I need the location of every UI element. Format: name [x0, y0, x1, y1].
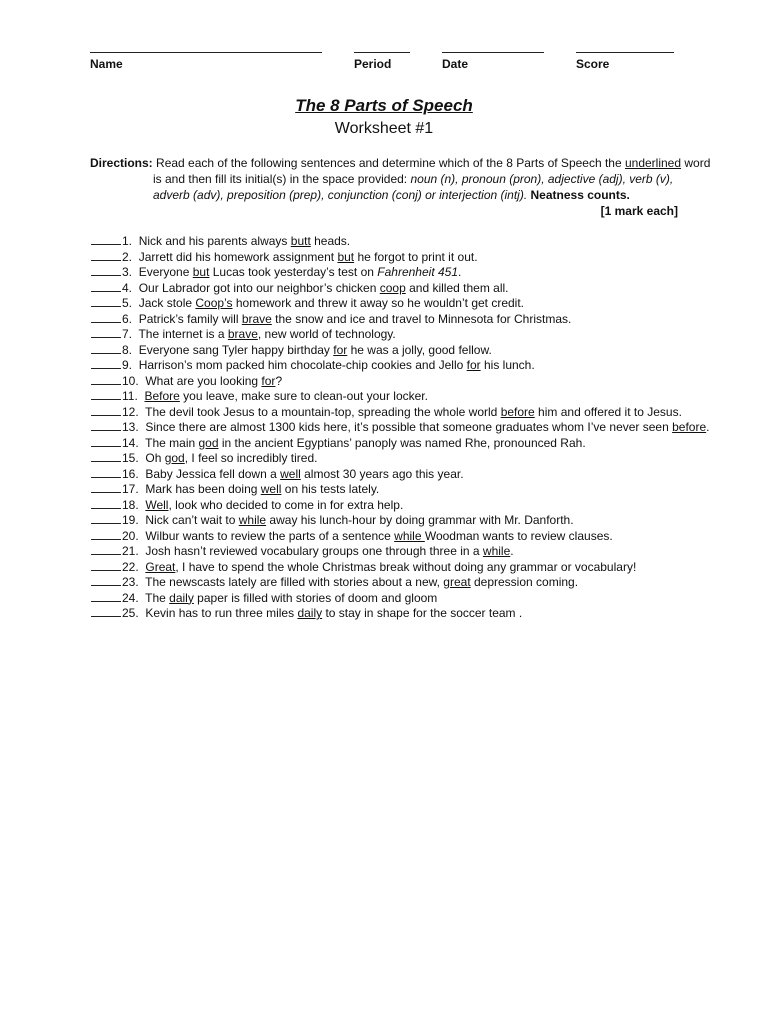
question-text: Nick can’t wait to	[145, 513, 239, 527]
question-text: Patrick’s family will	[138, 311, 242, 326]
question-number: 18.	[122, 497, 139, 512]
answer-blank[interactable]	[91, 405, 121, 416]
underlined-word: Before	[144, 389, 180, 403]
question-text: Kevin has to run three miles	[145, 606, 298, 620]
question-text: , I feel so incredibly tired.	[184, 451, 318, 465]
date-label: Date	[442, 57, 469, 71]
question-text: paper is filled with stories of doom and gloom	[193, 590, 438, 605]
period-label: Period	[354, 57, 392, 71]
underlined-word: god	[164, 451, 185, 465]
question-text: Harrison’s mom packed him chocolate-chip cookies and Jello	[138, 358, 467, 372]
directions-line-2	[90, 171, 680, 187]
underlined-word: well	[260, 482, 282, 496]
underlined-word: before	[672, 420, 707, 434]
question-number: 2.	[122, 249, 133, 264]
underlined-word: for	[261, 373, 276, 388]
answer-blank[interactable]	[91, 591, 121, 602]
worksheet-subtitle: Worksheet #1	[334, 120, 434, 137]
question-text: Mark has been doing	[145, 482, 261, 496]
answer-blank[interactable]	[91, 451, 121, 462]
question-item	[91, 234, 691, 250]
question-item	[91, 451, 691, 467]
question-item	[91, 389, 691, 405]
answer-blank[interactable]	[91, 482, 121, 493]
question-text: .	[706, 420, 710, 434]
question-item	[91, 544, 691, 560]
directions-underlined: underlined	[624, 156, 682, 170]
question-text: .	[510, 544, 514, 558]
answer-blank[interactable]	[91, 575, 121, 586]
underlined-word: but	[337, 249, 355, 264]
question-item	[91, 560, 691, 576]
spacer	[132, 265, 139, 279]
question-item	[91, 436, 691, 452]
question-text: to stay in shape for the soccer team .	[322, 606, 523, 620]
question-number: 17.	[122, 482, 139, 496]
question-text: and killed them all.	[405, 280, 509, 295]
question-item	[91, 606, 691, 622]
question-number: 3.	[122, 265, 133, 279]
answer-blank[interactable]	[91, 389, 121, 400]
question-text: him and offered it to Jesus.	[534, 404, 682, 419]
question-item	[91, 250, 691, 266]
question-text: he was a jolly, good fellow.	[347, 342, 492, 357]
question-item	[91, 374, 691, 390]
answer-blank[interactable]	[91, 296, 121, 307]
underlined-word: coop	[379, 280, 406, 295]
question-number: 22.	[122, 559, 139, 574]
question-text: Since there are almost 1300 kids here, it’s possible that someone graduates whom I’ve never seen	[145, 420, 673, 434]
question-number: 16.	[122, 466, 139, 481]
underlined-word: while	[482, 544, 511, 558]
question-number: 9.	[122, 358, 133, 372]
underlined-word: Great	[145, 559, 176, 574]
worksheet-title: The 8 Parts of Speech	[295, 96, 473, 115]
underlined-word: daily	[169, 590, 194, 605]
directions-label: Directions:	[90, 156, 153, 170]
question-text: depression coming.	[470, 575, 579, 589]
spacer	[132, 358, 139, 372]
underlined-word: for	[466, 358, 481, 372]
answer-blank[interactable]	[91, 265, 121, 276]
answer-blank[interactable]	[91, 436, 121, 447]
answer-blank[interactable]	[91, 312, 121, 323]
question-text: the snow and ice and travel to Minnesota for Christmas.	[271, 311, 572, 326]
underlined-word: before	[500, 404, 535, 419]
underlined-word: but	[192, 265, 210, 279]
question-text: on his tests lately.	[281, 482, 380, 496]
directions-line-3	[90, 187, 680, 203]
question-text: his lunch.	[480, 358, 535, 372]
question-item	[91, 265, 691, 281]
question-text: The internet is a	[138, 327, 228, 341]
question-text: Our Labrador got into our neighbor’s chicken	[138, 280, 380, 295]
question-list	[91, 234, 710, 622]
question-text: What are you looking	[145, 373, 262, 388]
directions-categories: adverb (adv), preposition (prep), conjunction (conj) or interjection (intj).	[153, 188, 528, 202]
spacer	[132, 343, 139, 357]
question-text: , look who decided to come in for extra help.	[168, 497, 404, 512]
question-text: .	[458, 265, 462, 279]
underlined-word: god	[198, 435, 219, 450]
spacer	[132, 312, 139, 326]
question-number: 19.	[122, 513, 139, 527]
answer-blank[interactable]	[91, 234, 121, 245]
question-number: 13.	[122, 420, 139, 434]
question-text: he forgot to print it out.	[354, 249, 478, 264]
question-text: Everyone sang Tyler happy birthday	[138, 342, 334, 357]
question-item	[91, 513, 691, 529]
question-text: Lucas took yesterday’s test on	[209, 265, 378, 279]
underlined-word: for	[333, 342, 348, 357]
question-item	[91, 281, 691, 297]
question-number: 15.	[122, 451, 139, 465]
question-number: 25.	[122, 606, 139, 620]
question-item	[91, 498, 691, 514]
answer-blank[interactable]	[91, 544, 121, 555]
directions-text: Read each of the following sentences and determine which of the 8 Parts of Speech the	[152, 156, 625, 170]
underlined-word: while	[238, 513, 267, 527]
question-text: heads.	[310, 234, 351, 248]
answer-blank[interactable]	[91, 467, 121, 478]
neatness-note: Neatness counts.	[527, 188, 630, 202]
answer-blank[interactable]	[91, 374, 121, 385]
question-number: 23.	[122, 575, 139, 589]
question-text: The	[145, 590, 170, 605]
question-text: almost 30 years ago this year.	[300, 466, 464, 481]
question-number: 10.	[122, 373, 139, 388]
question-text: homework and threw it away so he wouldn’t get credit.	[232, 296, 525, 310]
underlined-word: Well	[145, 497, 169, 512]
question-text: Jack stole	[138, 296, 196, 310]
spacer	[132, 296, 139, 310]
question-number: 7.	[122, 327, 133, 341]
spacer	[132, 234, 139, 248]
question-number: 8.	[122, 342, 133, 357]
underlined-word: while	[394, 528, 425, 543]
question-item	[91, 420, 710, 436]
question-number: 21.	[122, 544, 139, 558]
directions-categories: noun (n), pronoun (pron), adjective (adj), verb (v),	[410, 172, 674, 186]
date-field	[442, 52, 544, 71]
answer-blank[interactable]	[91, 606, 121, 617]
score-label: Score	[576, 57, 610, 71]
answer-blank[interactable]	[91, 560, 121, 571]
underlined-word: brave	[241, 311, 272, 326]
answer-blank[interactable]	[91, 281, 121, 292]
spacer	[132, 281, 139, 295]
question-item	[91, 312, 691, 328]
answer-blank[interactable]	[91, 327, 121, 338]
score-field	[576, 52, 674, 71]
period-line	[354, 52, 410, 53]
answer-blank[interactable]	[91, 420, 121, 431]
underlined-word: Coop’s	[195, 296, 233, 310]
question-italic-text: Fahrenheit 451	[377, 265, 459, 279]
question-number: 5.	[122, 296, 133, 310]
question-number: 24.	[122, 590, 139, 605]
directions-text: is and then fill its initial(s) in the space provided:	[153, 172, 411, 186]
answer-blank[interactable]	[91, 358, 121, 369]
answer-blank[interactable]	[91, 529, 121, 540]
question-text: in the ancient Egyptians’ panoply was named Rhe, pronounced Rah.	[218, 435, 586, 450]
answer-blank[interactable]	[91, 513, 121, 524]
question-text: , new world of technology.	[257, 327, 396, 341]
question-item	[91, 575, 691, 591]
name-line	[90, 52, 322, 53]
question-item	[91, 405, 691, 421]
answer-blank[interactable]	[91, 343, 121, 354]
question-text: The devil took Jesus to a mountain-top, spreading the whole world	[145, 404, 501, 419]
question-item	[91, 591, 691, 607]
question-text: Oh	[145, 451, 165, 465]
question-item	[91, 482, 691, 498]
mark-each-note: [1 mark each]	[600, 204, 678, 218]
directions-line-1	[90, 155, 711, 171]
underlined-word: daily	[297, 606, 323, 620]
directions	[90, 155, 711, 203]
underlined-word: well	[280, 466, 301, 481]
question-text: Nick and his parents always	[138, 234, 291, 248]
question-item	[91, 529, 691, 545]
spacer	[132, 250, 139, 264]
directions-text: word	[681, 156, 711, 170]
question-text: The main	[145, 435, 199, 450]
question-item	[91, 296, 691, 312]
question-number: 14.	[122, 435, 139, 450]
question-item	[91, 467, 691, 483]
question-number: 6.	[122, 311, 133, 326]
question-text: Baby Jessica fell down a	[145, 466, 281, 481]
question-text: The newscasts lately are filled with stories about a new,	[145, 575, 444, 589]
question-text: Woodman wants to review clauses.	[424, 528, 613, 543]
question-number: 1.	[122, 234, 133, 248]
question-text: Jarrett did his homework assignment	[138, 249, 338, 264]
date-line	[442, 52, 544, 53]
question-text: away his lunch-hour by doing grammar with Mr. Danforth.	[266, 513, 574, 527]
question-number: 20.	[122, 528, 139, 543]
question-text: Wilbur wants to review the parts of a sentence	[145, 528, 395, 543]
underlined-word: brave	[227, 327, 258, 341]
name-field	[90, 52, 322, 71]
underlined-word: great	[443, 575, 471, 589]
question-item	[91, 327, 691, 343]
period-field	[354, 52, 410, 71]
question-text: Everyone	[138, 265, 193, 279]
question-text: ?	[275, 373, 283, 388]
score-line	[576, 52, 674, 53]
underlined-word: butt	[290, 234, 311, 248]
question-text: you leave, make sure to clean-out your locker.	[179, 389, 428, 403]
question-text: , I have to spend the whole Christmas break without doing any grammar or vocabulary!	[175, 559, 637, 574]
question-number: 11.	[122, 389, 138, 403]
question-number: 4.	[122, 280, 133, 295]
answer-blank[interactable]	[91, 498, 121, 509]
question-item	[91, 343, 691, 359]
name-label: Name	[90, 57, 123, 71]
answer-blank[interactable]	[91, 250, 121, 261]
question-item	[91, 358, 691, 374]
question-text: Josh hasn’t reviewed vocabulary groups one through three in a	[145, 544, 483, 558]
question-number: 12.	[122, 404, 139, 419]
